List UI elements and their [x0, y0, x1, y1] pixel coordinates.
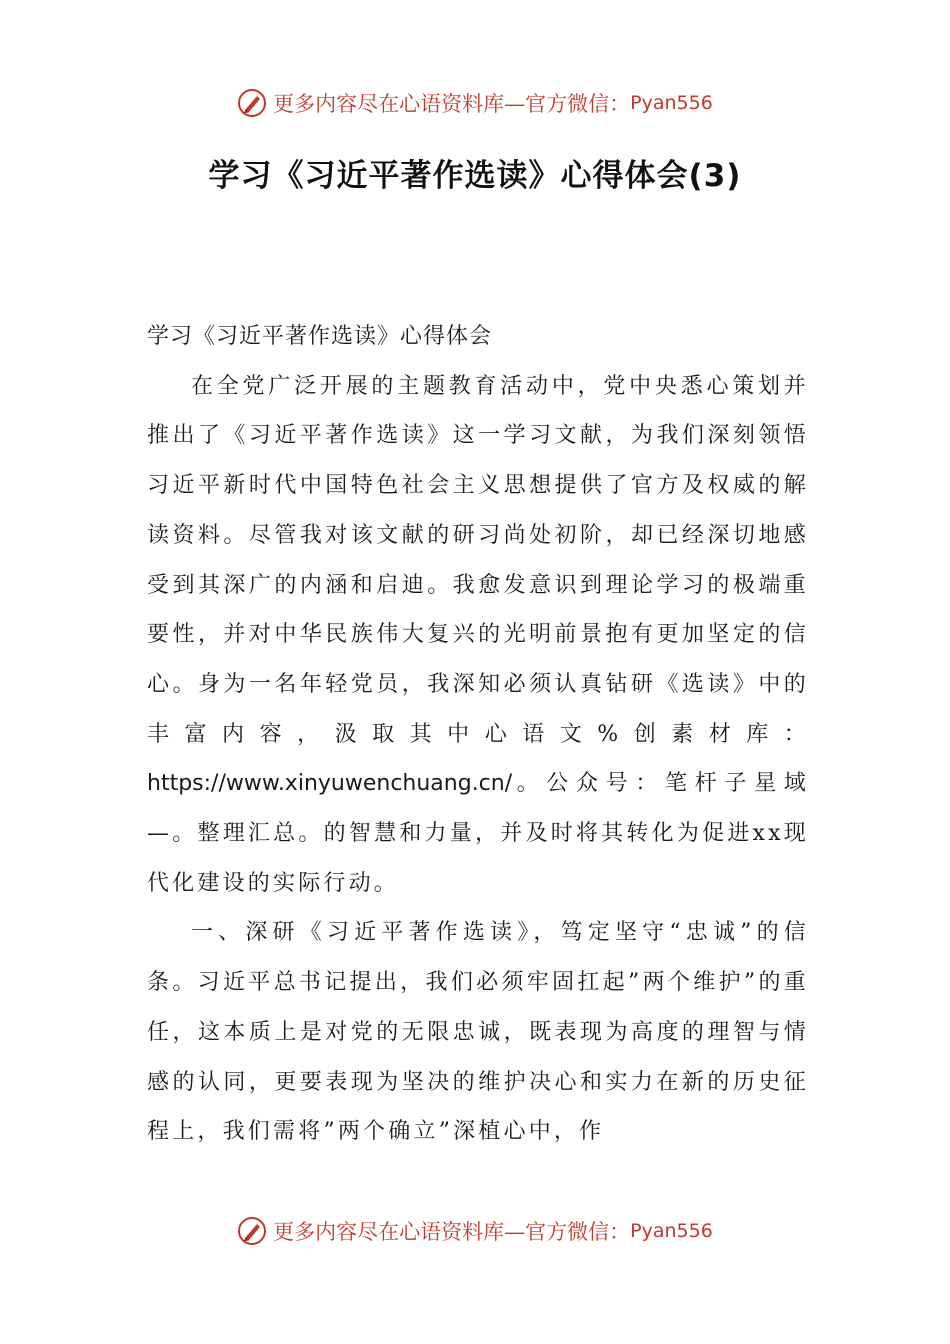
banner-text: 更多内容尽在心语资料库—官方微信：: [273, 92, 631, 116]
paragraph-1: [147, 362, 809, 909]
footer-banner: [0, 1211, 950, 1251]
document-subtitle: 学习《习近平著作选读》心得体会: [147, 324, 493, 349]
page-title: 学习《习近平著作选读》心得体会(3): [208, 158, 742, 194]
paragraph-1-tail: 。公众号：笔杆子星域—。整理汇总。的智慧和力量，并及时将其转化为促进xx现代化建设的实际行动。: [147, 771, 809, 896]
pen-logo-icon: [237, 1216, 267, 1246]
pen-logo-icon: [237, 88, 267, 118]
website-link[interactable]: https://www.xinyuwenchuang.cn/: [147, 771, 513, 797]
paragraph-2: 一、深研《习近平著作选读》，笃定坚守“忠诚”的信条。习近平总书记提出，我们必须牢固扛起”两个维护”的重任，这本质上是对党的无限忠诚，既表现为高度的理智与情感的认同，更要表现为坚决的维护决心和实力在新的历史征程上，我们需将”两个确立”深植心中，作: [147, 920, 809, 1145]
footer-banner-text: 更多内容尽在心语资料库—官方微信：: [273, 1220, 631, 1244]
footer-wechat-id: Pyan556: [630, 1220, 713, 1242]
banner-wechat-id: Pyan556: [630, 92, 713, 114]
header-banner: [0, 83, 950, 123]
document-body: [147, 312, 809, 1157]
paragraph-1-text: 在全党广泛开展的主题教育活动中，党中央悉心策划并推出了《习近平著作选读》这一学习文献，为我们深刻领悟习近平新时代中国特色社会主义思想提供了官方及权威的解读资料。尽管我对该文献的研习尚处初阶，却已经深切地感受到其深广的内涵和启迪。我愈发意识到理论学习的极端重要性，并对中华民族伟大复兴的光明前景抱有更加坚定的信心。身为一名年轻党员，我深知必须认真钻研《选读》中的丰富内容，汲取其中心语文%创素材库：: [147, 373, 809, 747]
